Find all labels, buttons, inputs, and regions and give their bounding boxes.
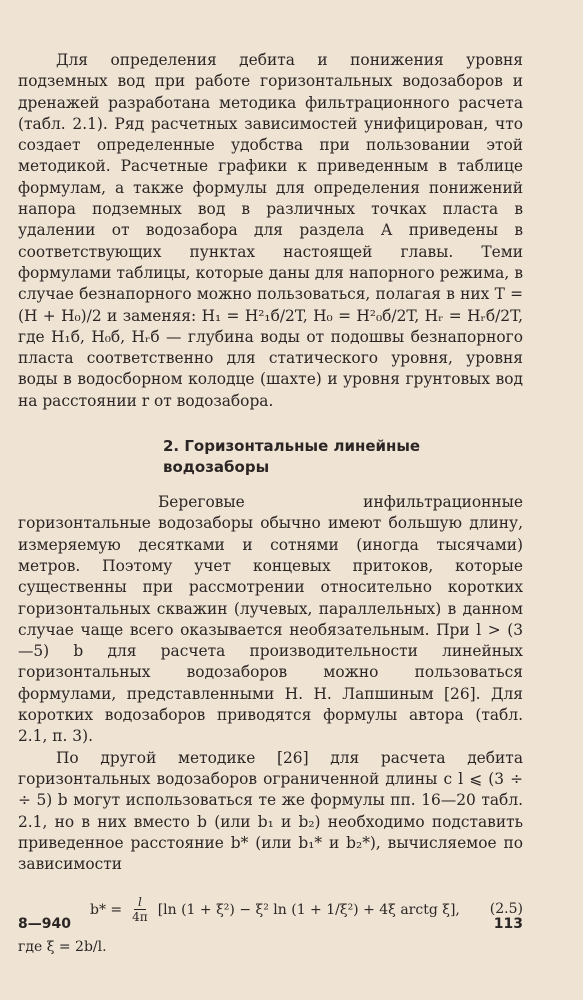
formula-rhs: [ln (1 + ξ²) − ξ² ln (1 + 1/ξ²) + 4ξ arctg ξ], [157, 901, 460, 918]
paragraph-linear-intakes: Береговые инфильтрационные горизонтальные водозаборы обычно имеют большую длину, измеряемую десятками и сотнями (иногда тысячами) метров. Поэтому учет концевых притоков, которые существенны при рассмотрении относительно коротких горизонтальных скважин (лучевых, параллельных) в данном случае чаще всего оказывается необязательным. При l > (3—5) b для расчета производительности линейных горизонтальных водозаборов можно пользоваться формулами, представленными Н. Н. Лапшиным [26]. Для коротких водозаборов приводятся формулы автора (табл. 2.1, п. 3). [18, 493, 523, 746]
formula-where-clause: где ξ = 2b/l. [18, 939, 107, 956]
formula-lhs: b* = [90, 901, 123, 918]
section-heading-line-1: 2. Горизонтальные линейные [163, 437, 421, 456]
page-footer [18, 916, 523, 932]
formula-numerator: l [134, 895, 146, 910]
paragraph-intro: Для определения дебита и понижения уровня подземных вод при работе горизонтальных водозаборов и дренажей разработана методика фильтрационного расчета (табл. 2.1). Ряд расчетных зависимостей унифицирован, что создает определенные удобства при пользовании этой методикой. Расчетные графики к приведенным в таблице формулам, а также формулы для определения понижений напора подземных вод в различных точках пласта в удалении от водозабора для раздела А приведены в соответствующих пунктах настоящей главы. Теми формулами таблицы, которые даны для напорного режима, в случае безнапорного можно пользоваться, полагая в них T = (H + H₀)/2 и заменяя: H₁ = H²₁б/2T, H₀ = H²₀б/2T, Hᵣ = Hᵣб/2T, где H₁б, H₀б, Hᵣб — глубина воды от подошвы безнапорного пласта соответственно для статического уровня, уровня воды в водосборном колодце (шахте) и уровня грунтовых вод на расстоянии r от водозабора. [18, 51, 523, 410]
section-heading [163, 436, 523, 478]
paragraph-method: По другой методике [26] для расчета дебита горизонтальных водозаборов ограниченной длины с l ⩽ (3 ÷ ÷ 5) b могут использоваться те же формулы пп. 16—20 табл. 2.1, но в них вместо b (или b₁ и b₂) необходимо подставить приведенное расстояние b* (или b₁* и b₂*), вычисляемое по зависимости [18, 748, 523, 874]
section-heading-line-2: водозаборы [163, 458, 270, 477]
formula-denominator: 4π [132, 910, 148, 925]
page-number: 113 [493, 916, 523, 932]
printer-signature: 8—940 [18, 916, 71, 932]
equation-number: (2.5) [489, 901, 523, 918]
